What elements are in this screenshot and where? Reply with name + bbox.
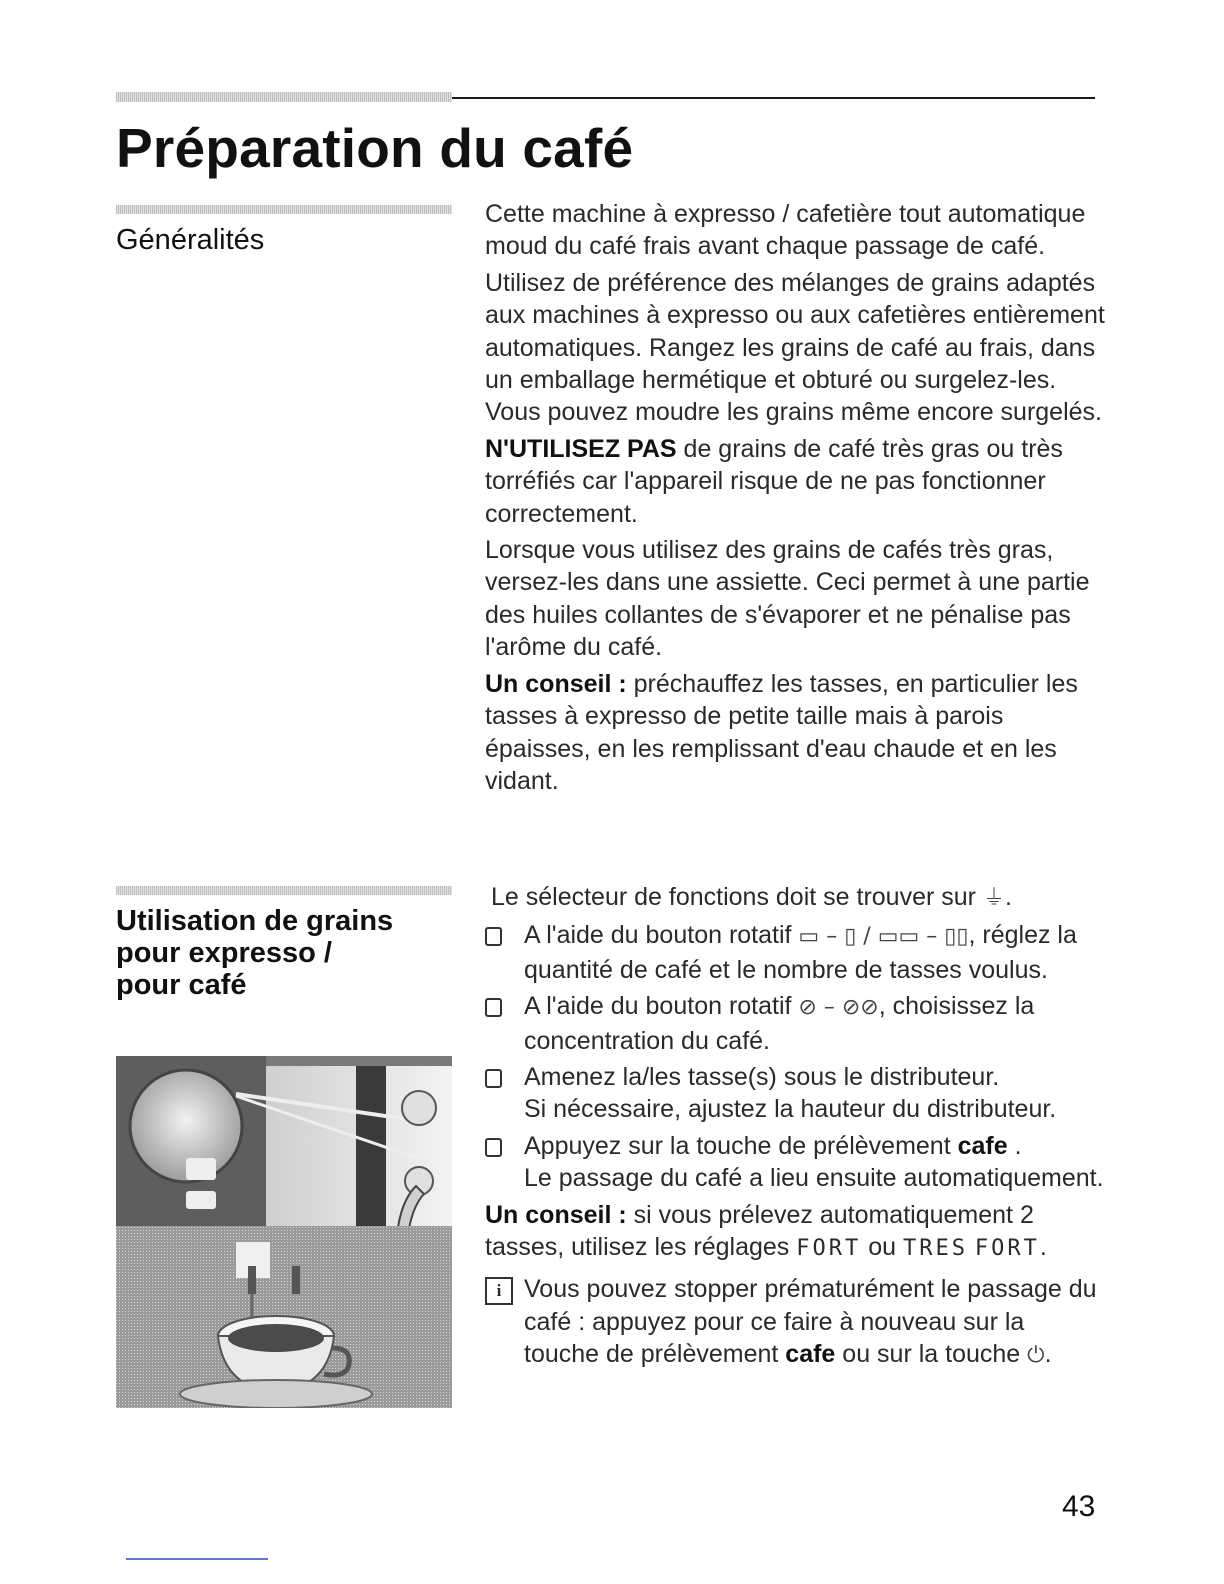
step-text: A l'aide du bouton rotatif [524, 921, 792, 950]
footer-line [126, 1558, 268, 1560]
warning-label: N'UTILISEZ PAS [485, 434, 677, 463]
step-text: Amenez la/les tasse(s) sous le distributeur. [524, 1063, 1000, 1092]
page-number: 43 [1062, 1490, 1096, 1523]
step-text: Le passage du café a lieu ensuite automatiquement. [524, 1164, 1104, 1193]
checkbox-icon [485, 1069, 502, 1088]
step-text: , choisissez la concentration du café. [524, 992, 1035, 1055]
warning-text: de grains de café très gras ou très torréfiés car l'appareil risque de ne pas fonctionner correctement. [485, 434, 1063, 528]
info-text: Vous pouvez stopper prématurément le passage du café : appuyez pour ce faire à nouveau sur la touche de prélèvement [524, 1275, 1097, 1369]
cup-quantity-icons: ▭ – ▯ / ▭▭ – ▯▯ [798, 924, 969, 950]
checkbox-icon [485, 998, 502, 1017]
tip-label: Un conseil : [485, 669, 627, 698]
tip-text: préchauffez les tasses, en particulier les tasses à expresso de petite taille mais à parois épaisses, en les remplissant d'eau chaude et en les vidant. [485, 669, 1078, 795]
list-item: A l'aide du bouton rotatif ▭ – ▯ / ▭▭ – ▯▯, réglez la quantité de café et le nombre de tasses voulus. [485, 919, 1105, 986]
tip-text: si vous prélevez automatiquement 2 tasses, utilisez les réglages [485, 1200, 1034, 1262]
usage-content [485, 881, 1105, 1377]
header-rule [452, 97, 1095, 99]
section-heading-general: Généralités [116, 224, 265, 256]
step-list [485, 919, 1105, 1194]
general-paragraph: Lorsque vous utilisez des grains de cafés très gras, versez-les dans une assiette. Ceci permet à une partie des huiles collantes de s'évaporer et ne pénalise pas l'arôme du café. [485, 536, 1090, 662]
display-tres: TRES [902, 1236, 968, 1262]
checkbox-icon [485, 1138, 502, 1157]
selector-instruction: Le sélecteur de fonctions doit se trouver sur ⏚. [491, 883, 1012, 911]
usage-heading-line: pour café [116, 969, 247, 1001]
page-title: Préparation du café [116, 117, 634, 179]
list-item: Appuyez sur la touche de prélèvement cafe . Le passage du café a lieu ensuite automatiquement. [485, 1130, 1105, 1195]
cup-selector-icon: ⏚ [982, 886, 1005, 911]
power-icon: ⏻ [1027, 1343, 1045, 1369]
warning-paragraph [485, 433, 1105, 530]
header-shade-bar [116, 92, 452, 102]
coffee-machine-illustration [116, 1056, 452, 1408]
step-text: A l'aide du bouton rotatif [524, 992, 792, 1021]
coffee-machine-photo [116, 1056, 452, 1408]
tip-paragraph: Un conseil : si vous prélevez automatiquement 2 tasses, utilisez les réglages FORT ou TRES FORT. [485, 1200, 1047, 1262]
bean-strength-icons: ⊘ – ⊘⊘ [798, 995, 879, 1021]
tip-paragraph [485, 668, 1105, 798]
usage-heading-line: Utilisation de grains [116, 905, 394, 937]
cafe-key-label: cafe [957, 1131, 1008, 1160]
info-item: i Vous pouvez stopper prématurément le passage du café : appuyez pour ce faire à nouveau sur la touche de prélèvement cafe ou sur la touche ⏻. [485, 1273, 1105, 1372]
checkbox-icon [485, 927, 502, 946]
info-list [485, 1273, 1105, 1372]
list-item [485, 990, 1105, 1057]
tip-label: Un conseil : [485, 1200, 627, 1229]
general-paragraph: Utilisez de préférence des mélanges de grains adaptés aux machines à expresso ou aux cafetières entièrement automatiques. Rangez les grains de café au frais, dans un emballage hermétique et obturé ou surgelez-les. Vous pouvez moudre les grains même encore surgelés. [485, 268, 1105, 427]
display-fort: FORT [974, 1236, 1040, 1262]
step-text: Si nécessaire, ajustez la hauteur du distributeur. [524, 1095, 1057, 1124]
section-heading-usage [116, 905, 393, 1001]
step-text: Appuyez sur la touche de prélèvement [524, 1131, 951, 1160]
step-text: réglez la quantité de café et le nombre de tasses voulus. [524, 921, 1077, 984]
info-text: ou sur la touche [842, 1340, 1021, 1369]
section-shade-bar [116, 886, 452, 895]
tip-or: ou [868, 1233, 897, 1262]
info-icon: i [485, 1277, 513, 1305]
general-paragraph: Cette machine à expresso / cafetière tout automatique moud du café frais avant chaque passage de café. [485, 200, 1086, 261]
usage-heading-line: pour expresso / [116, 937, 332, 969]
display-fort: FORT [796, 1236, 862, 1262]
general-content [485, 198, 1105, 801]
list-item [485, 1061, 1105, 1126]
section-shade-bar [116, 205, 452, 214]
selector-text: Le sélecteur de fonctions doit se trouver sur [491, 883, 976, 911]
cafe-key-label: cafe [785, 1340, 836, 1369]
